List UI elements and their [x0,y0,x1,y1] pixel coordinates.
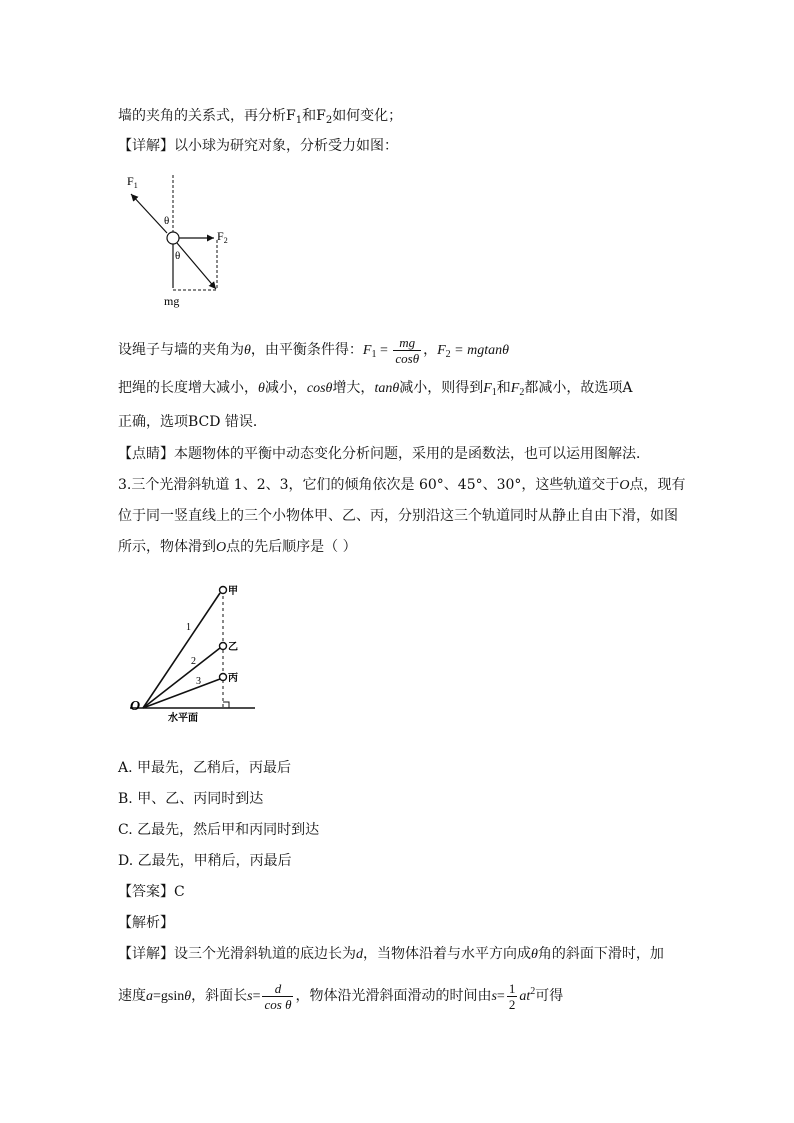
force-diagram [120,170,240,310]
analysis-line-2: 速度a=gsinθ，斜面长s= $\frac{d}{\text{cos θ}}$ ，物体沿光滑斜面滑动的时间由s= $\frac{1}{2}$ $at^2$可得 [118,980,564,1012]
fraction-half: $\frac{1}{2}$ [508,980,516,1012]
fraction-d-cos: $\frac{d}{\text{cos θ}}$ [264,980,292,1012]
f1-label: $F_1$ [127,174,138,190]
label-jia: 甲 [228,586,238,597]
label-O: O [130,699,141,714]
label-track-2: 2 [191,656,196,667]
text-line-comment: 【点睛】本题物体的平衡中动态变化分析问题，采用的是函数法，也可以运用图解法． [118,446,650,462]
f1-arrow [131,194,170,233]
question-3-line-2: 位于同一竖直线上的三个小物体甲、乙、丙，分别沿这三个轨道同时从静止自由下滑，如图 [118,508,678,524]
track-2 [143,648,220,708]
option-d: D. 乙最先，甲稍后，丙最后 [118,853,292,869]
right-angle-mark [223,702,229,708]
mg-label: mg [164,294,180,308]
question-3-line-3: 所示，物体滑到O点的先后顺序是（ ） [118,539,357,555]
track-3 [143,679,220,708]
track-1 [143,593,220,708]
ball [167,232,179,244]
text-line-equilibrium: 设绳子与墙的夹角为θ，由平衡条件得：$F_1$ = $\frac{mg}{\cos\theta}$ ，$F_2 = mgtan\theta$ [118,334,509,366]
inclined-tracks-diagram [125,578,265,728]
theta-bottom-label: θ [175,250,181,262]
analysis-heading: 【解析】 [118,915,174,931]
label-track-3: 3 [196,676,201,687]
answer-line: 【答案】C [118,884,185,900]
option-a: A. 甲最先，乙稍后，丙最后 [118,760,292,776]
text-line-detail-heading: 【详解】以小球为研究对象，分析受力如图： [118,138,398,154]
theta-top-label: θ [164,215,170,227]
ball-jia [220,587,227,594]
label-track-1: 1 [186,622,191,633]
analysis-line-1: 【详解】设三个光滑斜轨道的底边长为d，当物体沿着与水平方向成θ角的斜面下滑时，加 [118,946,664,962]
text-line-conclusion: 把绳的长度增大减小，θ减小，cosθ增大，tanθ减小，则得到$F_1$和$F_2$都减小，故选项A [118,380,633,398]
text-line-1: 墙的夹角的关系式，再分析$F_1$和$F_2$如何变化； [118,108,403,126]
label-bing: 丙 [228,673,238,684]
f2-label: $F_2$ [217,229,228,245]
resultant-arrow [177,243,216,289]
label-ground: 水平面 [168,713,198,724]
fraction-mg-cos: $\frac{mg}{\cos\theta}$ [395,334,420,366]
text-line-correct: 正确，选项BCD 错误． [118,414,267,430]
option-c: C. 乙最先，然后甲和丙同时到达 [118,822,320,838]
ball-bing [220,674,227,681]
option-b: B. 甲、乙、丙同时到达 [118,791,264,807]
question-3-line-1: 3.三个光滑斜轨道 1、2、3，它们的倾角依次是 60°、45°、30°，这些轨道交于O点，现有 [118,477,686,493]
ball-yi [220,643,227,650]
label-yi: 乙 [228,642,238,653]
